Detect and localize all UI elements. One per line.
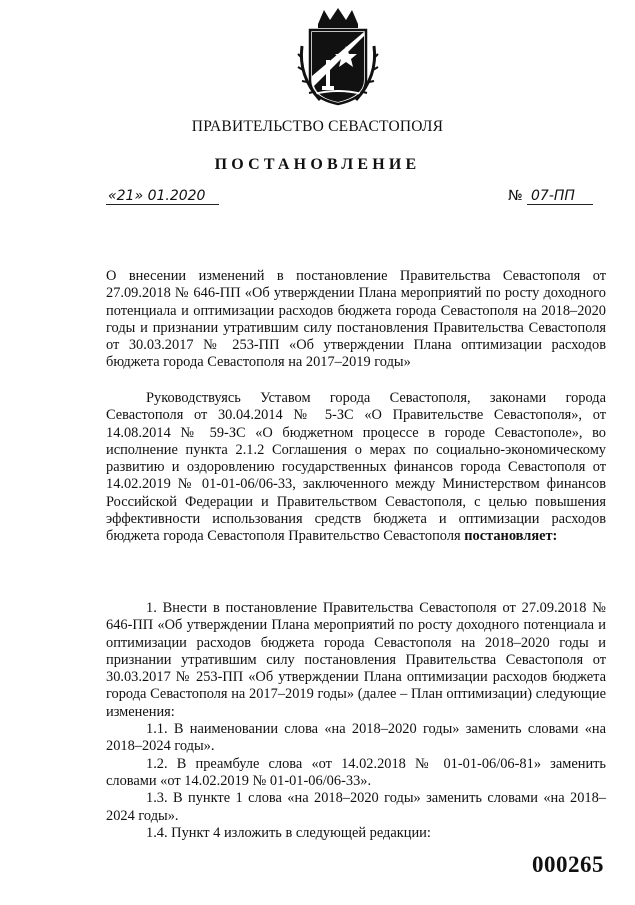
list-item: 1.1. В наименовании слова «на 2018–2020 годы» заменить словами «на 2018–2024 годы». [106, 721, 606, 755]
number-sign: № [508, 188, 523, 204]
preamble-paragraph [106, 390, 606, 546]
list-item: 1.2. В преамбуле слова «от 14.02.2018 № 01-01-06/06-81» заменить словами «от 14.02.2019 № 01-01-06/06-33». [106, 755, 606, 789]
document-type-title: ПОСТАНОВЛЕНИЕ [214, 156, 421, 173]
date-handwritten: «21» 01.2020 [106, 188, 219, 205]
organization-name: ПРАВИТЕЛЬСТВО СЕВАСТОПОЛЯ [191, 118, 444, 135]
list-item: 1. Внести в постановление Правительства Севастополя от 27.09.2018 № 646-ПП «Об утверждении Плана мероприятий по росту доходного потенциала и оптимизации расходов бюджета города Севастополя на 2018–2020 годы и признании утратившим силу постановления Правительства Севастополя от 30.03.2017 № 253-ПП «Об утверждении Плана оптимизации расходов бюджета города Севастополя на 2017–2019 годы» (далее – План оптимизации) следующие изменения: [106, 600, 606, 720]
amendment-items [106, 600, 606, 842]
list-item: 1.4. Пункт 4 изложить в следующей редакции: [146, 824, 431, 841]
document-subject: О внесении изменений в постановление Правительства Севастополя от 27.09.2018 № 646-ПП «Об утверждении Плана мероприятий по росту доходного потенциала и оптимизации расходов бюджета города Севастополя на 2018–2020 годы и признании утратившим силу постановления Правительства Севастополя от 30.03.2017 № 253-ПП «Об утверждении Плана оптимизации расходов бюджета города Севастополя на 2017–2019 годы» [106, 268, 606, 371]
list-item: 1.3. В пункте 1 слова «на 2018–2020 годы» заменить словами «на 2018–2024 годы». [106, 790, 606, 824]
document-date [106, 188, 219, 205]
serial-number: 000265 [532, 852, 604, 877]
document-number [508, 188, 593, 205]
number-handwritten: 07-ПП [527, 188, 593, 205]
preamble-emphasis: постановляет: [464, 528, 558, 545]
preamble-text: Руководствуясь Уставом города Севастополя, законами города Севастополя от 30.04.2014 № 5-ЗС «О Правительстве Севастополя», от 14.08.2014 № 59-ЗС «О бюджетном процессе в городе Севастополе», во исполнение пункта 2.1.2 Соглашения о мерах по социально-экономическому развитию и оздоровлению государственных финансов города Севастополя от 14.02.2019 № 01-01-06/06-33, заключенного между Министерством финансов Российской Федерации и Правительством Севастополя, с целью повышения эффективности использования средств бюджета и оптимизации расходов бюджета города Севастополя Правительство Севастополя [106, 390, 606, 545]
sevastopol-coat-of-arms-icon [296, 6, 380, 108]
